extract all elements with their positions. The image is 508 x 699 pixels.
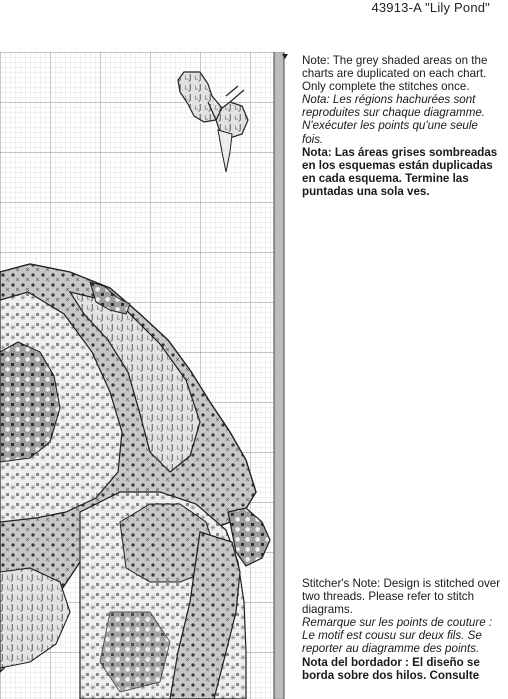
stitcher-notes — [302, 577, 506, 682]
chart-svg — [0, 52, 298, 699]
note-french: Nota: Les régions hachurées sont reproduites sur chaque diagramme. N'exécuter les points qu'une seule fois. — [302, 93, 486, 146]
stitch-note-english: Stitcher's Note: Design is stitched over two threads. Please refer to stitch diagrams. — [302, 577, 501, 617]
cross-stitch-chart — [0, 52, 298, 699]
pattern-code: 43913-A "Lily Pond" — [371, 0, 490, 15]
chart-notes — [302, 54, 502, 198]
note-spanish: Nota: Las áreas grises sombreadas en los esquemas están duplicadas en cada esquema. Termine las puntadas una sola ves. — [302, 145, 498, 198]
stitch-note-spanish: Nota del bordador : El diseño se borda sobre dos hilos. Consulte — [302, 655, 480, 682]
shaded-overlap-strip — [274, 52, 284, 699]
stitch-note-french: Remarque sur les points de couture : Le motif est cousu sur deux fils. Se reporter au diagramme des points. — [302, 616, 493, 656]
note-english: Note: The grey shaded areas on the charts are duplicated on each chart. Only complete the stitches once. — [302, 54, 488, 94]
